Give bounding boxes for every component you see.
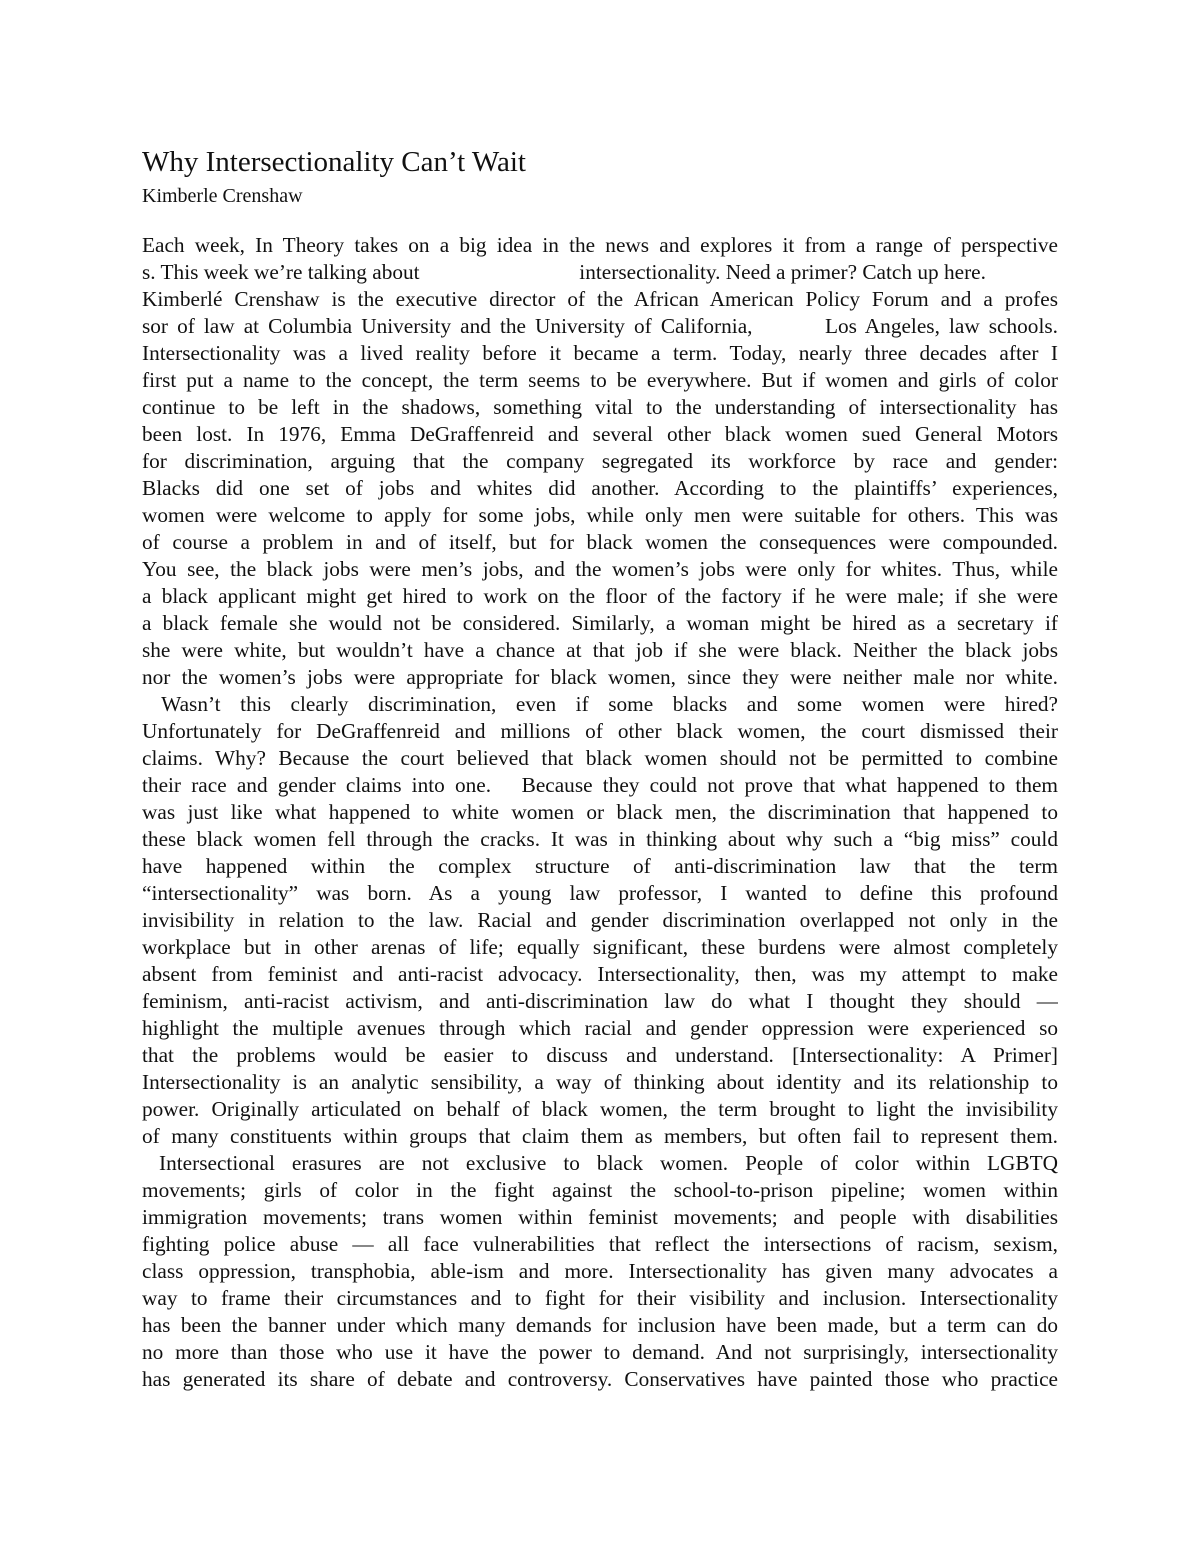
text-line: first put a name to the concept, the term seems to be everywhere. But if women and girls of color [142, 368, 1058, 392]
text-line: s. This week we’re talking about intersectionality. Need a primer? Catch up here. [142, 260, 986, 284]
text-line: highlight the multiple avenues through which racial and gender oppression were experienced so [142, 1016, 1058, 1040]
text-line: movements; girls of color in the fight against the school-to-prison pipeline; women within [142, 1178, 1058, 1202]
text-line: has been the banner under which many demands for inclusion have been made, but a term can do [142, 1313, 1058, 1337]
text-line: immigration movements; trans women within feminist movements; and people with disabilities [142, 1205, 1058, 1229]
text-line: absent from feminist and anti-racist advocacy. Intersectionality, then, was my attempt to make [142, 962, 1058, 986]
text-line: way to frame their circumstances and to fight for their visibility and inclusion. Intersectionality [142, 1286, 1058, 1310]
text-line: power. Originally articulated on behalf of black women, the term brought to light the invisibility [142, 1097, 1058, 1121]
text-line: a black female she would not be considered. Similarly, a woman might be hired as a secretary if [142, 611, 1058, 635]
text-line: Wasn’t this clearly discrimination, even if some blacks and some women were hired? [142, 692, 1058, 716]
text-line: of course a problem in and of itself, but for black women the consequences were compounded. [142, 530, 1058, 554]
text-line: Intersectionality was a lived reality before it became a term. Today, nearly three decades after I [142, 341, 1058, 365]
text-line: feminism, anti-racist activism, and anti-discrimination law do what I thought they should — [142, 989, 1058, 1013]
text-line: workplace but in other arenas of life; equally significant, these burdens were almost completely [142, 935, 1058, 959]
text-line: Kimberlé Crenshaw is the executive director of the African American Policy Forum and a profes [142, 287, 1058, 311]
text-line: for discrimination, arguing that the company segregated its workforce by race and gender: [142, 449, 1058, 473]
text-line: You see, the black jobs were men’s jobs, and the women’s jobs were only for whites. Thus, while [142, 557, 1058, 581]
text-line: has generated its share of debate and controversy. Conservatives have painted those who practice [142, 1367, 1058, 1391]
text-line: invisibility in relation to the law. Racial and gender discrimination overlapped not only in the [142, 908, 1058, 932]
text-line: that the problems would be easier to discuss and understand. [Intersectionality: A Primer] [142, 1043, 1058, 1067]
text-line: Blacks did one set of jobs and whites did another. According to the plaintiffs’ experiences, [142, 476, 1058, 500]
text-line: Intersectionality is an analytic sensibility, a way of thinking about identity and its relationship to [142, 1070, 1058, 1094]
text-line: their race and gender claims into one. Because they could not prove that what happened to them [142, 773, 1058, 797]
text-line: have happened within the complex structure of anti-discrimination law that the term [142, 854, 1058, 878]
text-line: these black women fell through the cracks. It was in thinking about why such a “big miss” could [142, 827, 1058, 851]
text-line: claims. Why? Because the court believed that black women should not be permitted to combine [142, 746, 1058, 770]
text-line: “intersectionality” was born. As a young law professor, I wanted to define this profound [142, 881, 1058, 905]
text-line: was just like what happened to white women or black men, the discrimination that happened to [142, 800, 1058, 824]
text-line: Each week, In Theory takes on a big idea in the news and explores it from a range of perspective [142, 233, 1058, 257]
document-title: Why Intersectionality Can’t Wait [142, 146, 526, 178]
text-line: fighting police abuse — all face vulnerabilities that reflect the intersections of racism, sexism, [142, 1232, 1058, 1256]
text-line: class oppression, transphobia, able-ism and more. Intersectionality has given many advocates a [142, 1259, 1058, 1283]
text-line: sor of law at Columbia University and the University of California, Los Angeles, law schools. [142, 314, 1058, 338]
body-text [142, 232, 1058, 1393]
text-line: nor the women’s jobs were appropriate for black women, since they were neither male nor white. [142, 665, 1058, 689]
text-line: she were white, but wouldn’t have a chance at that job if she were black. Neither the black jobs [142, 638, 1058, 662]
text-line: continue to be left in the shadows, something vital to the understanding of intersectionality has [142, 395, 1058, 419]
text-line: a black applicant might get hired to work on the floor of the factory if he were male; if she were [142, 584, 1058, 608]
text-line: no more than those who use it have the power to demand. And not surprisingly, intersectionality [142, 1340, 1058, 1364]
text-line: of many constituents within groups that claim them as members, but often fail to represent them. [142, 1124, 1058, 1148]
document-author: Kimberle Crenshaw [142, 185, 303, 207]
text-line: Intersectional erasures are not exclusive to black women. People of color within LGBTQ [142, 1151, 1058, 1175]
text-line: been lost. In 1976, Emma DeGraffenreid and several other black women sued General Motors [142, 422, 1058, 446]
text-line: women were welcome to apply for some jobs, while only men were suitable for others. This was [142, 503, 1058, 527]
text-line: Unfortunately for DeGraffenreid and millions of other black women, the court dismissed their [142, 719, 1058, 743]
